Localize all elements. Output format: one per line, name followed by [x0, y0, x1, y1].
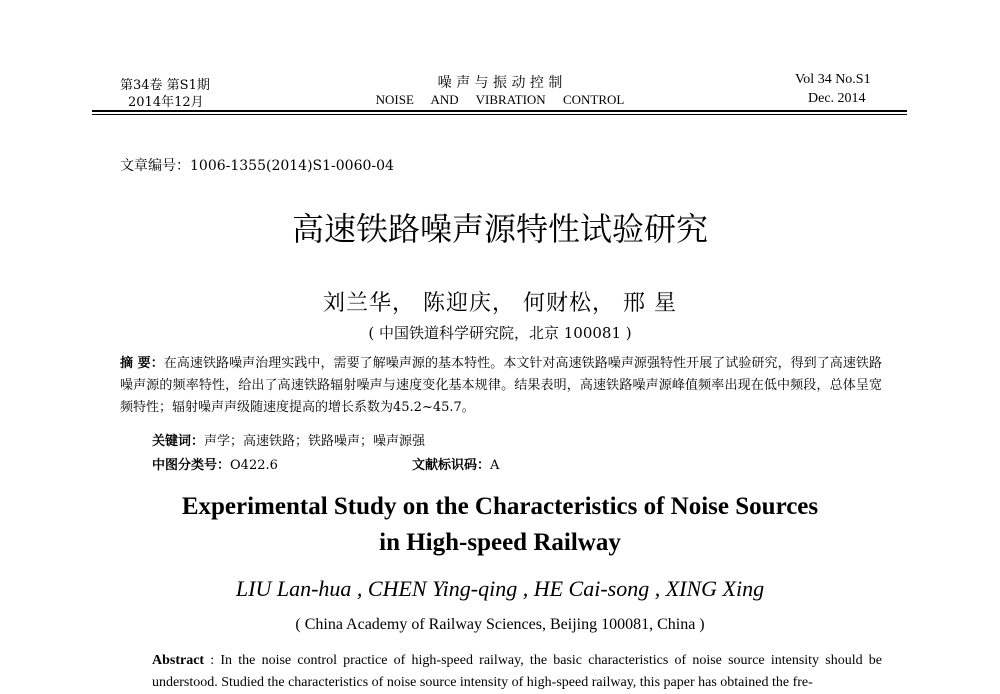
abstract-cn-text: 在高速铁路噪声治理实践中，需要了解噪声源的基本特性。本文针对高速铁路噪声源强特性开展了试验研究，得到了高速铁路噪声源的频率特性，给出了高速铁路辐射噪声与速度变化基本规律。结果表明，高速铁路噪声源峰值频率出现在低中频段，总体呈宽频特性；辐射噪声声级随速度提高的增长系数为45.2~45.7。: [120, 356, 882, 415]
clc-text: O422.6: [230, 458, 278, 473]
keywords-cn-label: 关键词：: [152, 434, 205, 449]
affiliation-cn: ( 中国铁道科学研究院，北京 100081 ): [368, 324, 632, 342]
authors-en: LIU Lan-hua , CHEN Ying-qing , HE Cai-song , XING Xing: [235, 576, 765, 601]
journal-volume-en: Vol 34 No.S1: [795, 72, 871, 87]
abstract-en-label: Abstract: [152, 653, 205, 668]
affiliation-en: ( China Academy of Railway Sciences, Beijing 100081, China ): [295, 616, 705, 633]
keywords-cn: [152, 430, 425, 449]
header-rule-thin: [92, 114, 907, 115]
header-rule-thick: [92, 110, 907, 112]
clc-label: 中图分类号：: [152, 458, 231, 473]
clc-number: [152, 454, 278, 473]
document-code: [412, 454, 499, 473]
journal-name-en: NOISE AND VIBRATION CONTROL: [375, 92, 625, 107]
journal-volume-cn: 第34卷 第S1期: [120, 78, 210, 93]
abstract-en: [152, 650, 882, 694]
doc-code-label: 文献标识码：: [412, 458, 491, 473]
article-number: 文章编号：1006-1355(2014)S1-0060-04: [120, 158, 394, 174]
abstract-cn-label: 摘 要：: [120, 356, 164, 371]
journal-date-cn: 2014年12月: [128, 95, 204, 110]
title-cn: 高速铁路噪声源特性试验研究: [291, 210, 708, 248]
title-en-line1: Experimental Study on the Characteristics of Noise Sources: [181, 493, 819, 520]
title-en: [0, 489, 1000, 561]
journal-name-cn: 噪 声 与 振 动 控 制: [437, 75, 563, 91]
abstract-cn: [120, 353, 882, 419]
journal-date-en: Dec. 2014: [808, 91, 866, 106]
doc-code-text: A: [490, 458, 500, 473]
abstract-en-text: : In the noise control practice of high-speed railway, the basic characteristics of noise source intensity should be understood. Studied the characteristics of noise source intensity of high-speed railway, this paper has obtained the fre-: [152, 653, 882, 690]
keywords-cn-text: 声学；高速铁路；铁路噪声；噪声源强: [204, 434, 426, 449]
title-en-line2: in High-speed Railway: [379, 529, 621, 556]
authors-cn: 刘兰华， 陈迎庆， 何财松， 邢 星: [323, 291, 677, 316]
